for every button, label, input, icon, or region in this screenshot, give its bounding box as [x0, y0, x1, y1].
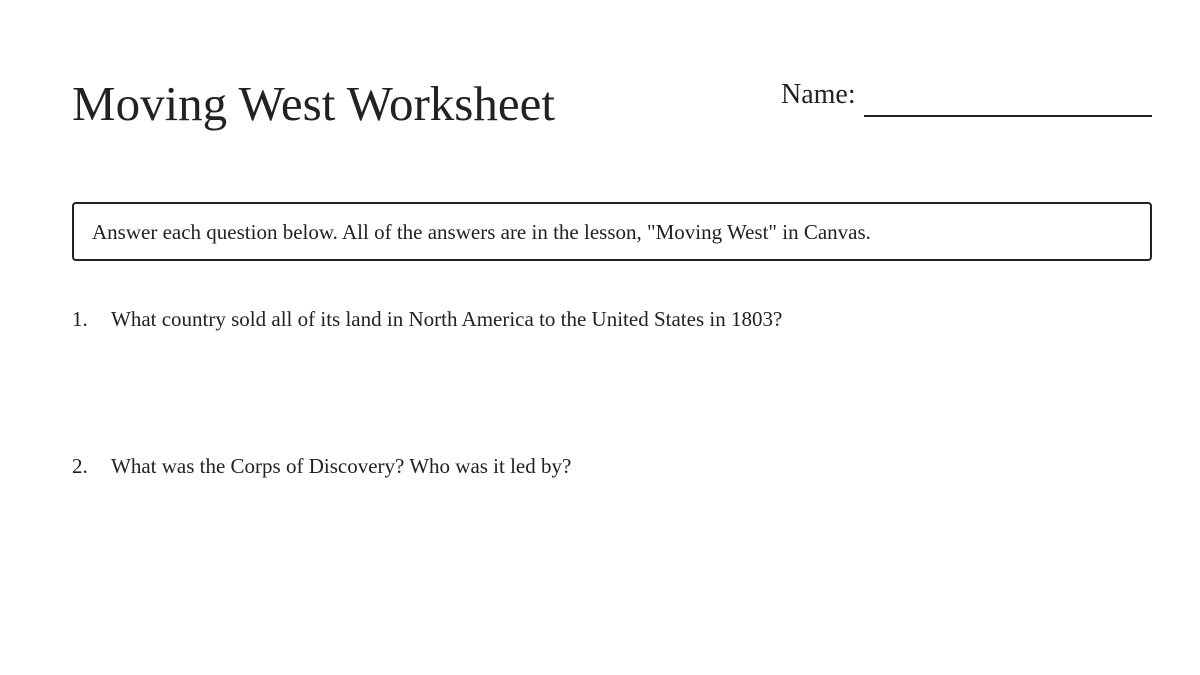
question-item — [72, 453, 571, 479]
name-field — [781, 78, 1152, 118]
name-blank-line — [864, 115, 1152, 117]
instructions-box — [72, 202, 1152, 261]
question-text: What was the Corps of Discovery? Who was it led by? — [111, 454, 572, 478]
question-number: 2. — [72, 454, 88, 478]
instructions-text: Answer each question below. All of the answers are in the lesson, "Moving West" in Canvas. — [92, 219, 871, 244]
name-label: Name: — [781, 79, 856, 110]
question-text: What country sold all of its land in North America to the United States in 1803? — [111, 307, 783, 331]
page-title: Moving West Worksheet — [72, 76, 555, 131]
question-item — [72, 306, 782, 332]
question-number: 1. — [72, 307, 88, 331]
